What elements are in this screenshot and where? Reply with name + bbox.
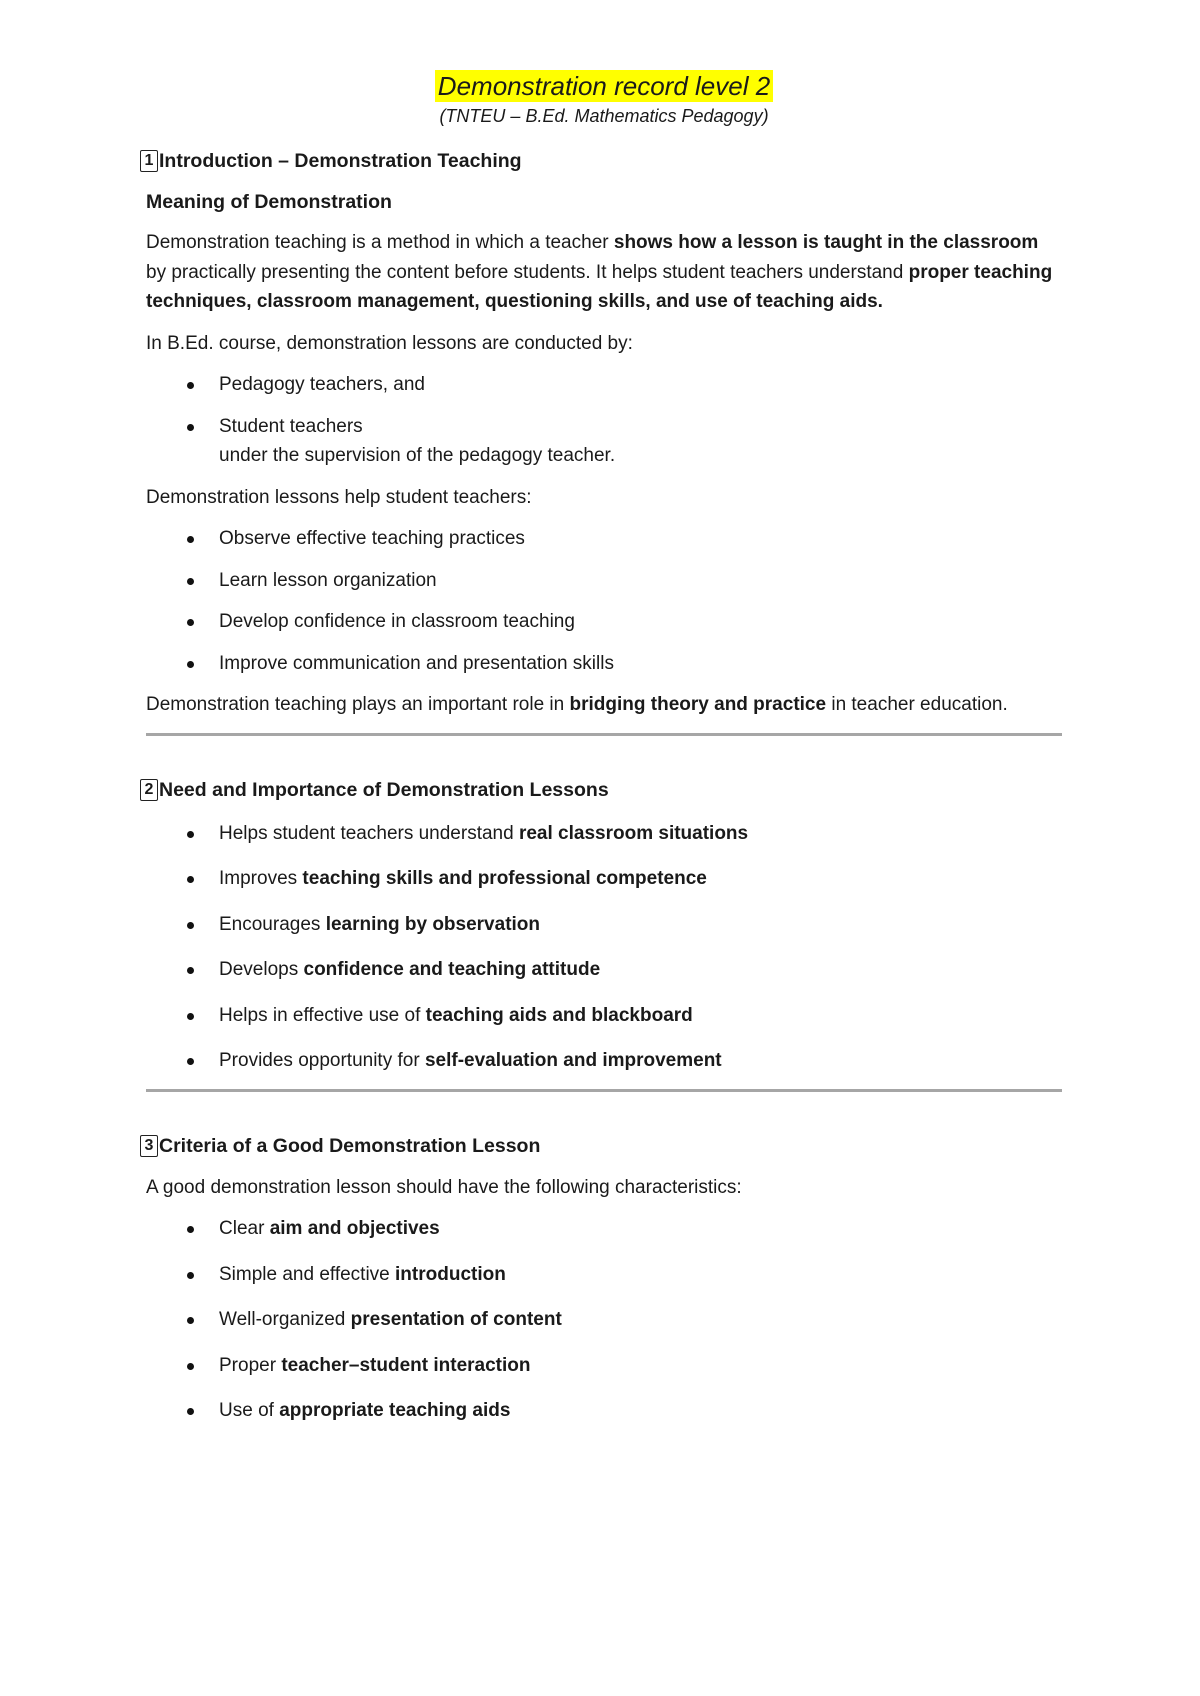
list-item-text: Helps student teachers understand (219, 822, 519, 844)
list-item (146, 1260, 1062, 1290)
list-item-text: Well-organized (219, 1309, 351, 1330)
section-3-heading (140, 1133, 1062, 1159)
list-item (146, 1305, 1062, 1335)
list-item (146, 524, 1062, 554)
bullet-icon (187, 922, 194, 929)
title-block (146, 70, 1062, 102)
list-item (146, 1214, 1062, 1244)
section-1-heading-text: Introduction – Demonstration Teaching (159, 150, 522, 172)
closing-bold: bridging theory and practice (569, 694, 827, 715)
list-item (146, 1396, 1062, 1426)
bullet-icon (187, 1317, 194, 1324)
bullet-icon (187, 1272, 194, 1279)
list-item-bold: aim and objectives (269, 1218, 440, 1239)
list-item-continuation: under the supervision of the pedagogy teacher. (219, 445, 616, 466)
list-item (146, 412, 1062, 471)
list-item-text: Simple and effective (219, 1263, 396, 1285)
closing-text-1: Demonstration teaching plays an important role in (146, 694, 570, 715)
bullet-icon (187, 876, 194, 883)
meaning-text-1: Demonstration teaching is a method in which a teacher (146, 232, 614, 253)
list-item-text: Encourages (219, 913, 326, 935)
list-item (146, 1351, 1062, 1381)
bullet-icon (187, 382, 194, 389)
list-item-text: Improves (219, 868, 303, 889)
list-item (146, 819, 1062, 849)
document-title: Demonstration record level 2 (435, 70, 773, 102)
bullet-icon (187, 619, 194, 626)
list-item (146, 864, 1062, 894)
list-item-text: Pedagogy teachers, and (219, 374, 425, 395)
list-item-bold: presentation of content (350, 1309, 562, 1330)
list-item-text: Develop confidence in classroom teaching (219, 611, 575, 632)
list-item-bold: teaching aids and blackboard (425, 1004, 693, 1026)
list-item (146, 1046, 1062, 1076)
list-item-text: Observe effective teaching practices (219, 528, 525, 549)
list-item-text: Student teachers (219, 415, 363, 437)
bullet-icon (187, 1226, 194, 1233)
list-item-text: Helps in effective use of (219, 1004, 426, 1026)
meaning-paragraph (146, 228, 1062, 317)
closing-text-2: in teacher education. (826, 694, 1008, 715)
criteria-list (146, 1214, 1062, 1426)
bullet-icon (187, 831, 194, 838)
help-intro: Demonstration lessons help student teachers: (146, 486, 532, 508)
bullet-icon (187, 1363, 194, 1370)
bullet-icon (187, 1013, 194, 1020)
bullet-icon (187, 424, 194, 431)
list-item-text: Proper (219, 1354, 282, 1376)
section-divider (146, 733, 1062, 736)
meaning-text-2: by practically presenting the content before students. It helps student teachers understand (146, 261, 909, 283)
section-2-heading (140, 777, 1062, 803)
bullet-icon (187, 578, 194, 585)
list-item (146, 955, 1062, 985)
criteria-intro: A good demonstration lesson should have the following characteristics: (146, 1176, 742, 1198)
importance-list (146, 819, 1062, 1076)
list-item-bold: real classroom situations (518, 822, 749, 844)
list-item (146, 370, 1062, 400)
conducted-by-list (146, 370, 1062, 471)
list-item-bold: confidence and teaching attitude (303, 959, 601, 980)
list-item-text: Learn lesson organization (219, 569, 437, 591)
document-content (146, 70, 1062, 1426)
list-item-bold: teacher–student interaction (281, 1354, 531, 1376)
section-divider (146, 1089, 1062, 1092)
list-item (146, 566, 1062, 596)
section-number-badge: 3 (140, 1135, 158, 1157)
meaning-subheading: Meaning of Demonstration (146, 191, 392, 213)
list-item-text: Clear (219, 1218, 270, 1239)
list-item-text: Provides opportunity for (219, 1050, 425, 1071)
list-item-bold: self-evaluation and improvement (424, 1050, 722, 1071)
list-item-bold: learning by observation (325, 913, 541, 935)
conducted-intro: In B.Ed. course, demonstration lessons are conducted by: (146, 332, 633, 354)
list-item-text: Improve communication and presentation skills (219, 652, 614, 674)
bullet-icon (187, 967, 194, 974)
bullet-icon (187, 536, 194, 543)
section-number-badge: 2 (140, 779, 158, 801)
list-item (146, 910, 1062, 940)
list-item (146, 1001, 1062, 1031)
help-list (146, 524, 1062, 678)
list-item-text: Develops (219, 959, 304, 980)
list-item-bold: introduction (395, 1263, 506, 1285)
list-item (146, 607, 1062, 637)
bullet-icon (187, 1408, 194, 1415)
bullet-icon (187, 1058, 194, 1065)
document-subtitle: (TNTEU – B.Ed. Mathematics Pedagogy) (439, 106, 769, 126)
meaning-bold-2: proper teaching techniques, classroom management, questioning skills, and use of teaching aids. (146, 261, 1053, 312)
bullet-icon (187, 661, 194, 668)
section-1-heading (140, 148, 1062, 174)
section-3-heading-text: Criteria of a Good Demonstration Lesson (159, 1134, 541, 1157)
meaning-bold-1: shows how a lesson is taught in the classroom (613, 232, 1039, 253)
closing-paragraph (146, 690, 1062, 720)
list-item-text: Use of (219, 1400, 280, 1421)
section-2-heading-text: Need and Importance of Demonstration Lessons (159, 778, 609, 801)
list-item (146, 649, 1062, 679)
list-item-bold: teaching skills and professional competence (302, 868, 707, 889)
list-item-bold: appropriate teaching aids (279, 1400, 511, 1421)
section-number-badge: 1 (140, 150, 158, 172)
